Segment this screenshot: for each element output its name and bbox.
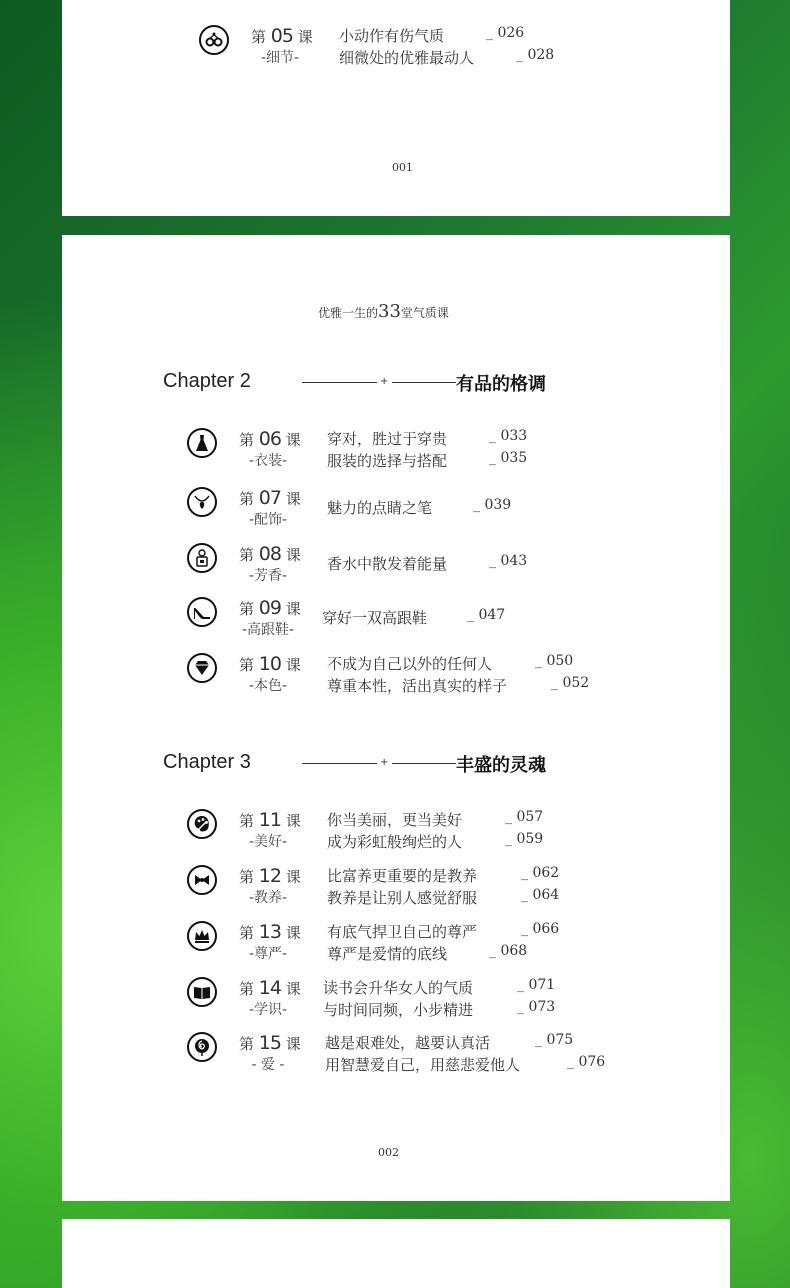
earrings-icon <box>199 25 229 55</box>
lesson-number: 第 05 课 <box>251 25 313 47</box>
lesson-topic: -芳香- <box>248 568 288 584</box>
lesson-topic: -美好- <box>248 834 288 850</box>
lesson-page: _ 071 <box>517 977 556 993</box>
lesson-topic: -尊严- <box>248 946 288 962</box>
lesson-page: _ 033 <box>489 428 528 444</box>
chapter-2-label: Chapter 2 <box>163 370 251 392</box>
lesson-number: 第 07 课 <box>239 487 301 509</box>
lesson-page: _ 047 <box>467 607 506 623</box>
chapter-rule <box>392 763 456 764</box>
lesson-number: 第 12 课 <box>239 865 301 887</box>
lesson-page: _ 050 <box>535 653 574 669</box>
rose-icon <box>187 1032 217 1062</box>
lesson-title: 你当美丽，更当美好 <box>327 811 463 829</box>
dress-icon <box>187 428 217 458</box>
lesson-page: _ 026 <box>486 25 525 41</box>
chapter-rule-mark: + <box>380 757 389 768</box>
lesson-page: _ 039 <box>473 497 512 513</box>
lesson-title: 穿好一双高跟鞋 <box>322 609 428 627</box>
lesson-page: _ 043 <box>489 553 528 569</box>
perfume-icon <box>187 543 217 573</box>
palette-icon <box>187 809 217 839</box>
chapter-rule-mark: + <box>380 376 389 387</box>
lesson-title: 比富养更重要的是教养 <box>327 867 478 885</box>
lesson-topic: -本色- <box>248 678 288 694</box>
lesson-topic: -教养- <box>248 890 288 906</box>
lesson-page: _ 068 <box>489 943 528 959</box>
lesson-title: 教养是让别人感觉舒服 <box>327 889 478 907</box>
lesson-page: _ 028 <box>516 47 555 63</box>
bow-icon <box>187 865 217 895</box>
lesson-number: 第 10 课 <box>239 653 301 675</box>
lesson-title: 与时间同频，小步精进 <box>323 1001 474 1019</box>
lesson-page: _ 057 <box>505 809 544 825</box>
lesson-topic: -衣装- <box>248 453 288 469</box>
lesson-title: 不成为自己以外的任何人 <box>327 655 493 673</box>
lesson-title: 尊严是爱情的底线 <box>327 945 448 963</box>
lesson-page: _ 064 <box>521 887 560 903</box>
chapter-2-title: 有品的格调 <box>456 374 546 395</box>
high-heel-icon <box>187 597 217 627</box>
lesson-page: _ 075 <box>535 1032 574 1048</box>
lesson-page: _ 073 <box>517 999 556 1015</box>
lesson-page: _ 059 <box>505 831 544 847</box>
lesson-number: 第 06 课 <box>239 428 301 450</box>
lesson-page: _ 035 <box>489 450 528 466</box>
necklace-icon <box>187 487 217 517</box>
book-icon <box>187 977 217 1007</box>
lesson-title: 成为彩虹般绚烂的人 <box>327 833 463 851</box>
lesson-title: 穿对，胜过于穿贵 <box>327 430 448 448</box>
lesson-number: 第 11 课 <box>239 809 301 831</box>
lesson-number: 第 08 课 <box>239 543 301 565</box>
lesson-title: 服装的选择与搭配 <box>327 452 448 470</box>
lesson-title: 细微处的优雅最动人 <box>339 49 475 67</box>
page-number: 001 <box>392 161 413 174</box>
toc-page-3 <box>62 1219 730 1288</box>
lesson-page: _ 066 <box>521 921 560 937</box>
lesson-topic: -学识- <box>248 1002 288 1018</box>
lesson-topic: -配饰- <box>248 512 288 528</box>
chapter-rule <box>392 382 456 383</box>
chapter-3-label: Chapter 3 <box>163 751 251 773</box>
lesson-title: 有底气捍卫自己的尊严 <box>327 923 478 941</box>
lesson-topic: - 爱 - <box>251 1057 285 1073</box>
book-title: 优雅一生的33堂气质课 <box>318 301 449 322</box>
chapter-3-title: 丰盛的灵魂 <box>456 755 546 776</box>
lesson-topic: -高跟鞋- <box>241 622 295 638</box>
lesson-title: 魅力的点睛之笔 <box>327 499 433 517</box>
lesson-number: 第 09 课 <box>239 597 301 619</box>
lesson-number: 第 15 课 <box>239 1032 301 1054</box>
lesson-topic: -细节- <box>260 50 300 66</box>
lesson-page: _ 062 <box>521 865 560 881</box>
lesson-page: _ 076 <box>567 1054 606 1070</box>
toc-page-2 <box>62 235 730 1201</box>
lesson-title: 读书会升华女人的气质 <box>323 979 474 997</box>
lesson-title: 小动作有伤气质 <box>339 27 445 45</box>
lesson-title: 尊重本性，活出真实的样子 <box>327 677 508 695</box>
lesson-title: 香水中散发着能量 <box>327 555 448 573</box>
lesson-number: 第 14 课 <box>239 977 301 999</box>
lesson-page: _ 052 <box>551 675 590 691</box>
lesson-title: 用智慧爱自己，用慈悲爱他人 <box>325 1056 521 1074</box>
chapter-rule <box>302 763 377 764</box>
crown-icon <box>187 921 217 951</box>
lesson-title: 越是艰难处，越要认真活 <box>325 1034 491 1052</box>
page-number: 002 <box>378 1146 399 1159</box>
toc-page-1 <box>62 0 730 216</box>
diamond-icon <box>187 653 217 683</box>
lesson-number: 第 13 课 <box>239 921 301 943</box>
chapter-rule <box>302 382 377 383</box>
